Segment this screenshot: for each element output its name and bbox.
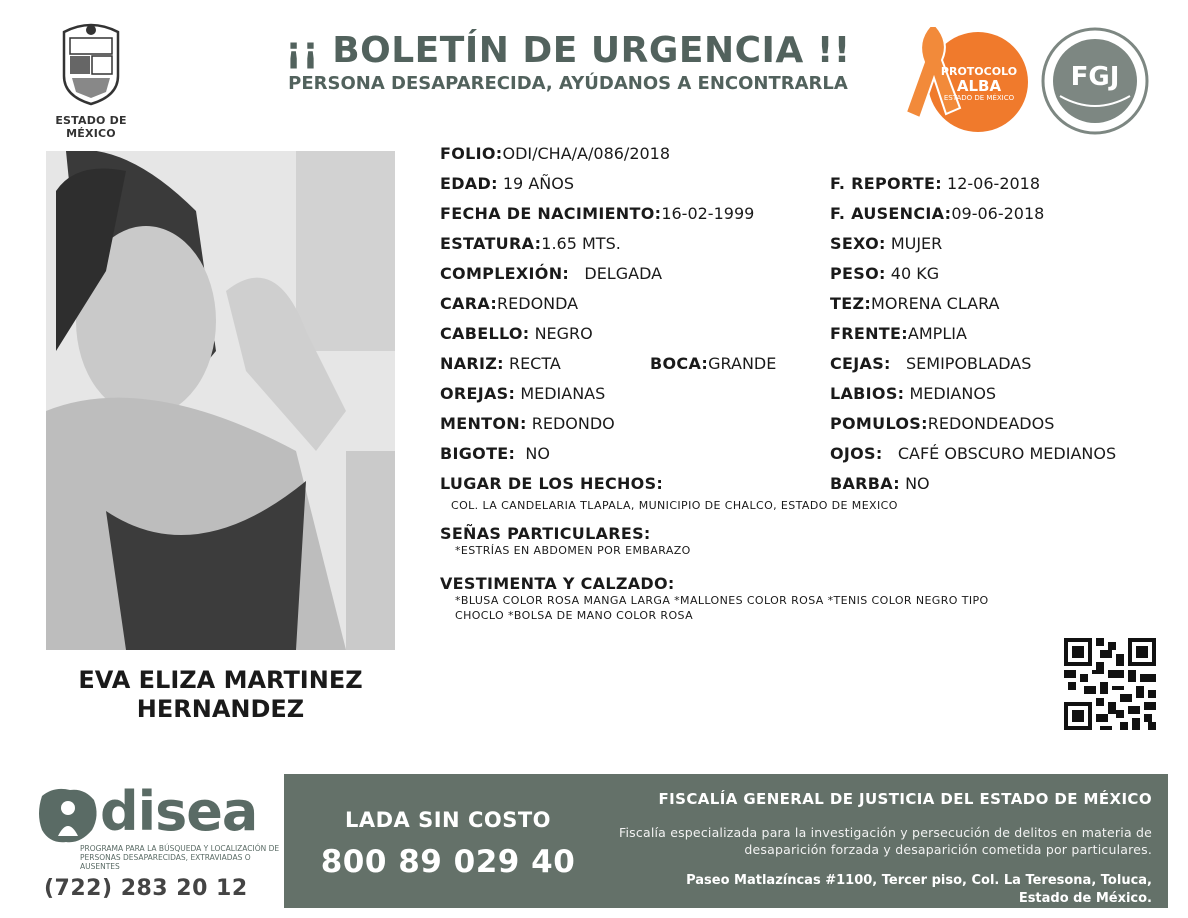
- estatura-field: [440, 234, 621, 254]
- frente-field: [830, 324, 967, 344]
- protocolo-alba-logo: [900, 22, 1030, 134]
- barba-label: BARBA:: [830, 474, 900, 493]
- orejas-field: [440, 384, 605, 404]
- tez-field: [830, 294, 999, 314]
- lugar-value: COL. LA CANDELARIA TLAPALA, MUNICIPIO DE CHALCO, ESTADO DE MEXICO: [451, 499, 898, 512]
- frente-value: AMPLIA: [907, 324, 967, 343]
- reporte-label: F. REPORTE:: [830, 174, 942, 193]
- ojos-field: [830, 444, 1116, 464]
- alba-line-3: ESTADO DE MÉXICO: [943, 94, 1015, 102]
- person-photo-image: [46, 151, 395, 650]
- estatura-value: 1.65 MTS.: [541, 234, 621, 253]
- complexion-field: [440, 264, 662, 284]
- state-name-label: ESTADO DE MÉXICO: [55, 114, 127, 140]
- boca-value: GRANDE: [708, 354, 777, 373]
- labios-label: LABIOS:: [830, 384, 905, 403]
- person-name: EVA ELIZA MARTINEZ HERNANDEZ: [78, 666, 363, 723]
- barba-field: [830, 474, 930, 494]
- vestimenta-line-1: *BLUSA COLOR ROSA MANGA LARGA *MALLONES COLOR ROSA *TENIS COLOR NEGRO TIPO: [455, 594, 989, 607]
- reporte-value: 12-06-2018: [947, 174, 1041, 193]
- ojos-label: OJOS:: [830, 444, 883, 463]
- sexo-label: SEXO:: [830, 234, 886, 253]
- bulletin-header: [238, 30, 898, 94]
- edad-label: EDAD:: [440, 174, 498, 193]
- fiscalia-footer-bar: [284, 774, 1168, 908]
- complexion-value: DELGADA: [584, 264, 663, 283]
- estatura-label: ESTATURA:: [440, 234, 542, 253]
- peso-field: [830, 264, 939, 284]
- cara-value: REDONDA: [497, 294, 579, 313]
- ausencia-value: 09-06-2018: [951, 204, 1045, 223]
- orejas-label: OREJAS:: [440, 384, 516, 403]
- labios-field: [830, 384, 996, 404]
- ausencia-label: F. AUSENCIA:: [830, 204, 952, 223]
- ausencia-field: [830, 204, 1044, 224]
- ojos-value: CAFÉ OBSCURO MEDIANOS: [897, 444, 1117, 463]
- senas-text: *ESTRÍAS EN ABDOMEN POR EMBARAZO: [455, 544, 691, 557]
- tez-label: TEZ:: [830, 294, 872, 313]
- cara-label: CARA:: [440, 294, 498, 313]
- bigote-field: [440, 444, 550, 464]
- bigote-value: NO: [525, 444, 550, 463]
- orejas-value: MEDIANAS: [520, 384, 606, 403]
- odisea-phone[interactable]: (722) 283 20 12: [44, 876, 248, 901]
- frente-label: FRENTE:: [830, 324, 908, 343]
- nacimiento-value: 16-02-1999: [661, 204, 755, 223]
- peso-value: 40 KG: [890, 264, 940, 283]
- pomulos-value: REDONDEADOS: [927, 414, 1055, 433]
- senas-label: SEÑAS PARTICULARES:: [440, 524, 651, 543]
- menton-field: [440, 414, 615, 434]
- odisea-program: [36, 780, 280, 906]
- barba-value: NO: [905, 474, 930, 493]
- bigote-label: BIGOTE:: [440, 444, 516, 463]
- vestimenta-label: VESTIMENTA Y CALZADO:: [440, 574, 675, 593]
- nariz-value: RECTA: [508, 354, 561, 373]
- folio-field: [440, 144, 670, 164]
- complexion-label: COMPLEXIÓN:: [440, 264, 570, 283]
- odisea-wordmark: disea: [100, 780, 258, 843]
- state-of-mexico-logo: [30, 18, 152, 140]
- alba-line-2: ALBA: [956, 77, 1002, 95]
- state-crest-icon: [56, 18, 126, 106]
- missing-person-photo: [46, 151, 395, 650]
- fiscalia-name: FISCALÍA GENERAL DE JUSTICIA DEL ESTADO DE MÉXICO: [658, 790, 1152, 808]
- qr-code[interactable]: [1064, 638, 1156, 730]
- bulletin-title: ¡¡ BOLETÍN DE URGENCIA !!: [285, 30, 851, 71]
- folio-label: FOLIO:: [440, 144, 503, 163]
- peso-label: PESO:: [830, 264, 886, 283]
- odisea-subtitle: PROGRAMA PARA LA BÚSQUEDA Y LOCALIZACIÓN DE PERSONAS DESAPARECIDAS, EXTRAVIADAS O AUSENTES: [80, 844, 280, 871]
- sexo-value: MUJER: [890, 234, 943, 253]
- lada-label: LADA SIN COSTO: [344, 808, 552, 832]
- cejas-label: CEJAS:: [830, 354, 891, 373]
- pomulos-field: [830, 414, 1054, 434]
- boca-field: [650, 354, 776, 374]
- bulletin-subtitle: PERSONA DESAPARECIDA, AYÚDANOS A ENCONTRARLA: [288, 73, 848, 94]
- alba-line-1: PROTOCOLO: [940, 65, 1018, 78]
- nariz-field: [440, 354, 561, 374]
- labios-value: MEDIANOS: [909, 384, 997, 403]
- nacimiento-field: [440, 204, 754, 224]
- fiscalia-address: Paseo Matlazíncas #1100, Tercer piso, Col. La Teresona, Toluca, Estado de México.: [686, 873, 1152, 906]
- cabello-label: CABELLO:: [440, 324, 530, 343]
- menton-value: REDONDO: [531, 414, 615, 433]
- menton-label: MENTON:: [440, 414, 527, 433]
- qr-code-icon: [1064, 638, 1156, 730]
- cabello-value: NEGRO: [534, 324, 593, 343]
- reporte-field: [830, 174, 1040, 194]
- nacimiento-label: FECHA DE NACIMIENTO:: [440, 204, 662, 223]
- folio-value: ODI/CHA/A/086/2018: [502, 144, 671, 163]
- sexo-field: [830, 234, 942, 254]
- lugar-label: LUGAR DE LOS HECHOS:: [440, 474, 664, 493]
- nariz-label: NARIZ:: [440, 354, 504, 373]
- fgj-logo-text: FGJ: [1070, 62, 1120, 92]
- lugar-field: [440, 474, 663, 494]
- edad-value: 19 AÑOS: [502, 174, 574, 193]
- edad-field: [440, 174, 574, 194]
- pomulos-label: POMULOS:: [830, 414, 928, 433]
- cejas-field: [830, 354, 1031, 374]
- cabello-field: [440, 324, 593, 344]
- fiscalia-description: Fiscalía especializada para la investigación y persecución de delitos en materia de desaparición forzada y desaparición cometida por particulares.: [619, 825, 1152, 857]
- lada-phone-number[interactable]: 800 89 029 40: [320, 844, 576, 880]
- tez-value: MORENA CLARA: [871, 294, 1000, 313]
- cara-field: [440, 294, 578, 314]
- fgj-logo: [1040, 26, 1150, 136]
- cejas-value: SEMIPOBLADAS: [906, 354, 1032, 373]
- boca-label: BOCA:: [650, 354, 709, 373]
- vestimenta-line-2: CHOCLO *BOLSA DE MANO COLOR ROSA: [455, 609, 694, 622]
